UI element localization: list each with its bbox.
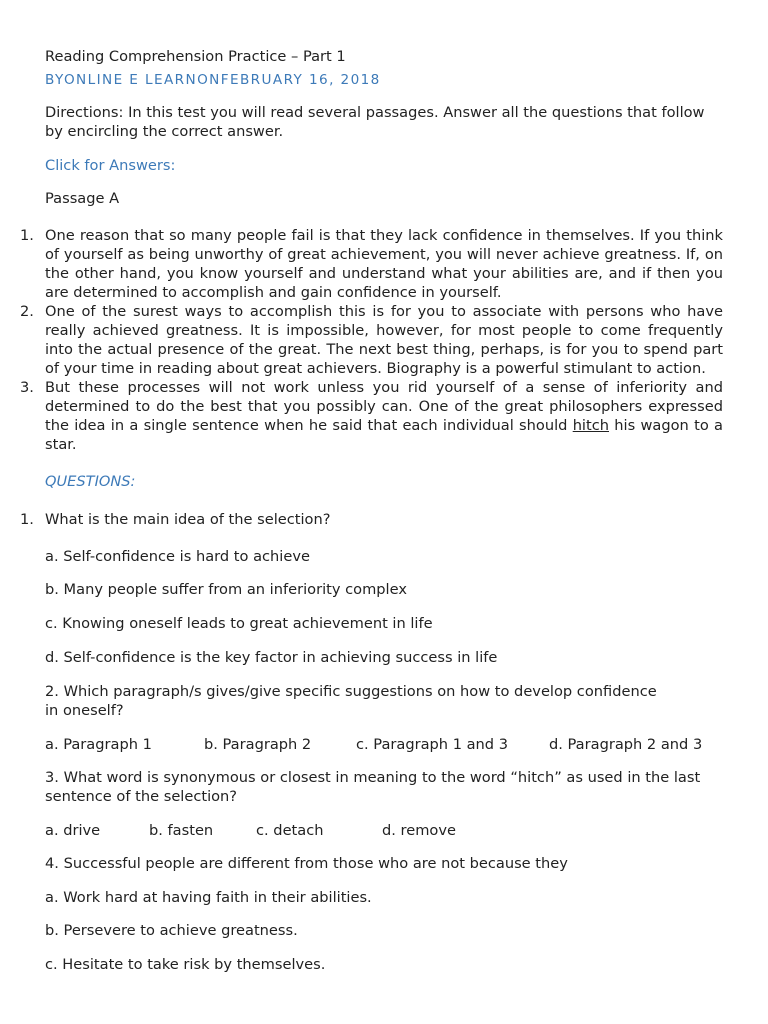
q4-option-a[interactable]: a. Work hard at having faith in their abilities. [45,889,372,906]
paragraph-text: One reason that so many people fail is that they lack confidence in themselves. If you think of yourself as being unworthy of great achievement, you will never achieve greatness. If, on the other hand, you know yourself and understand what your abilities are, and if then you are determined to accomplish and gain confidence in yourself. [45,227,723,301]
q1-option-c[interactable]: c. Knowing oneself leads to great achievement in life [45,615,433,632]
paragraph-number: 2. [20,303,34,320]
q1-option-b[interactable]: b. Many people suffer from an inferiority complex [45,581,407,598]
paragraph-text-part: his wagon to a star. [45,417,723,453]
paragraph-text: One of the surest ways to accomplish this is for you to associate with persons who have really achieved greatness. It is impossible, however, for most people to come frequently into the actual presence of the great. The next best thing, perhaps, is for you to spend part of your time in reading about great achievers. Biography is a powerful stimulant to action. [45,303,723,377]
q3-text-line-2: sentence of the selection? [45,788,238,805]
q2-text-line-1: 2. Which paragraph/s gives/give specific suggestions on how to develop confidence [45,683,657,700]
q3-option-a[interactable]: a. drive [45,822,101,839]
by-label: BY [45,72,64,88]
q2-option-c[interactable]: c. Paragraph 1 and 3 [356,736,508,753]
underlined-word: hitch [572,417,609,434]
question-text: What is the main idea of the selection? [45,511,331,528]
author-link[interactable]: ONLINE E LEARN [63,72,198,88]
questions-heading: QUESTIONS: [45,473,136,490]
paragraph-number: 1. [20,227,34,244]
on-label: ON [197,72,221,88]
paragraph-text [45,379,723,453]
answers-link[interactable]: Click for Answers: [45,157,176,174]
directions-text: Directions: In this test you will read several passages. Answer all the questions that follow by encircling the correct answer. [45,104,705,140]
q2-option-a[interactable]: a. Paragraph 1 [45,736,152,753]
passage-list [0,226,723,454]
paragraph-text-part: But these processes will not work unless you rid yourself of a sense of inferiority and determined to do the best that you possibly can. One of the great philosophers expressed the idea in a single sentence when he said that each individual should [45,379,723,434]
q2-text-line-2: in oneself? [45,702,124,719]
q3-option-d[interactable]: d. remove [382,822,456,839]
q1-option-a[interactable]: a. Self-confidence is hard to achieve [45,548,310,565]
passage-paragraph [0,226,723,302]
q2-option-d[interactable]: d. Paragraph 2 and 3 [549,736,703,753]
q4-text: 4. Successful people are different from those who are not because they [45,855,568,872]
post-meta [45,71,381,90]
passage-paragraph [0,302,723,378]
question-number: 1. [20,511,34,528]
passage-paragraph [0,378,723,454]
paragraph-number: 3. [20,379,34,396]
date-link[interactable]: FEBRUARY 16, 2018 [220,72,381,88]
page-title: Reading Comprehension Practice – Part 1 [45,48,346,65]
q1-option-d[interactable]: d. Self-confidence is the key factor in achieving success in life [45,649,498,666]
q3-option-b[interactable]: b. fasten [149,822,214,839]
passage-label: Passage A [45,190,120,207]
q3-text-line-1: 3. What word is synonymous or closest in meaning to the word “hitch” as used in the last [45,769,701,786]
q4-option-c[interactable]: c. Hesitate to take risk by themselves. [45,956,326,973]
q4-option-b[interactable]: b. Persevere to achieve greatness. [45,922,298,939]
q3-option-c[interactable]: c. detach [256,822,324,839]
q2-option-b[interactable]: b. Paragraph 2 [204,736,312,753]
